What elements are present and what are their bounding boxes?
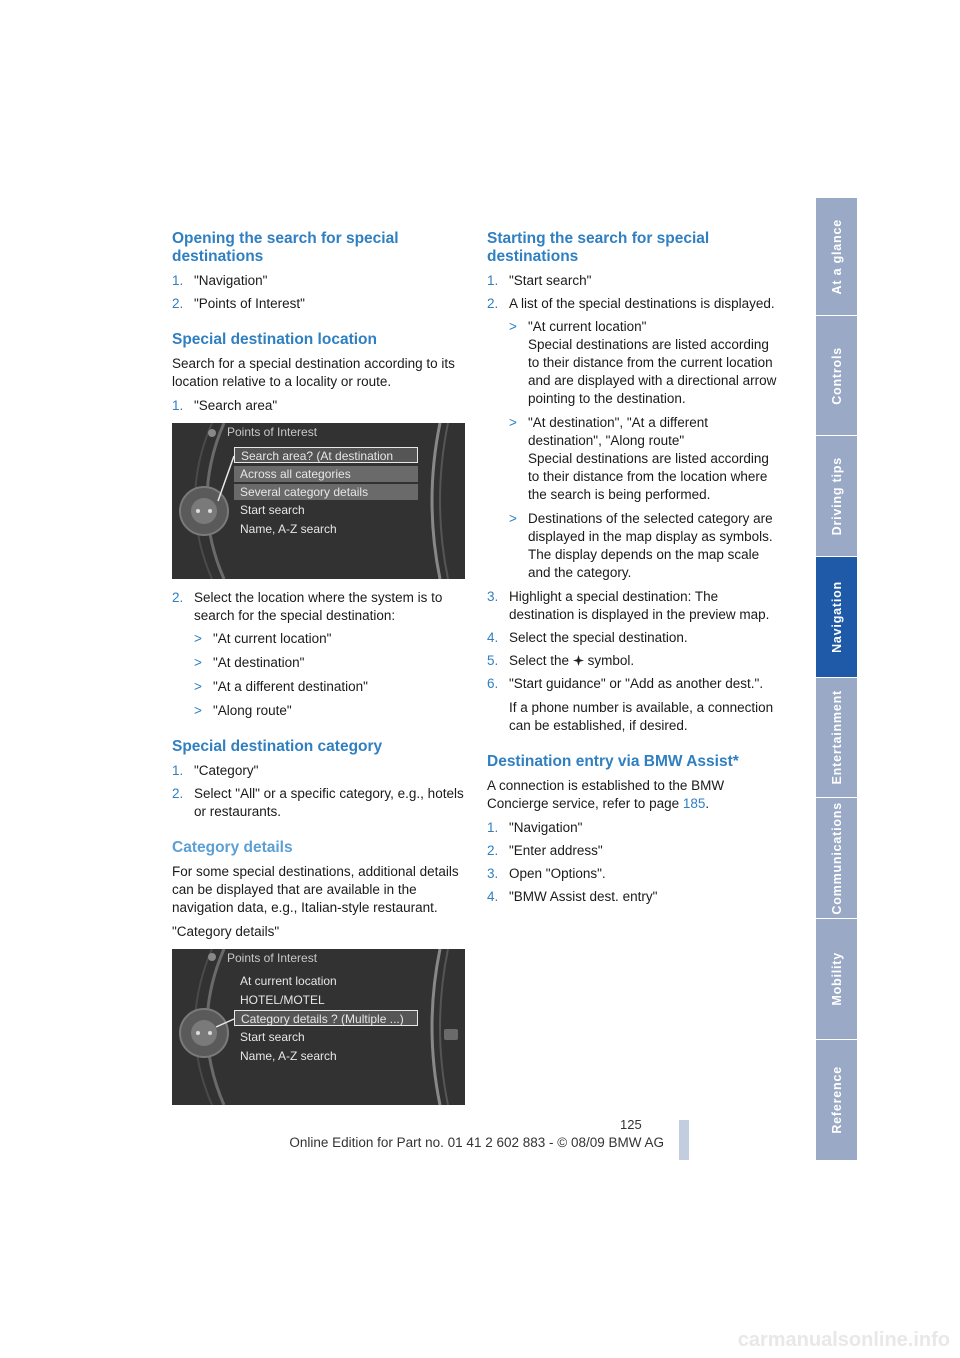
- list-item: 4. "BMW Assist dest. entry": [487, 889, 658, 904]
- right-column: [487, 230, 782, 911]
- paragraph: A connection is established to the BMW Concierge service, refer to page 185.: [487, 778, 725, 811]
- chapter-tabs: [816, 198, 857, 1160]
- note: If a phone number is available, a connection can be established, if desired.: [509, 700, 774, 733]
- tab-entertainment[interactable]: Entertainment: [816, 678, 857, 798]
- idrive-screenshot-search-area: [172, 423, 465, 579]
- screen-menu-item: Name, A-Z search: [240, 522, 337, 536]
- page-marker: [679, 1120, 689, 1160]
- screen-menu-item: Category details ? (Multiple ...): [234, 1010, 418, 1026]
- sub-item: > "Along route": [194, 703, 292, 718]
- tab-navigation[interactable]: Navigation: [816, 557, 857, 678]
- heading-destination-category: Special destination category: [172, 738, 383, 755]
- list-item: 1. "Category": [172, 763, 259, 778]
- section-destination-category: [172, 738, 467, 821]
- screen-menu-item: Start search: [240, 503, 305, 517]
- screen-menu-item: Search area? (At destination: [234, 447, 418, 463]
- heading-starting-search: Starting the search for special destinations: [487, 230, 710, 265]
- list-item: 2. "Points of Interest": [172, 296, 305, 311]
- left-column: [172, 230, 467, 1115]
- footer-edition: Online Edition for Part no. 01 41 2 602 883 - © 08/09 BMW AG: [289, 1135, 664, 1150]
- list-item: 3. Open "Options".: [487, 866, 606, 881]
- list-item: 3. Highlight a special destination: The destination is displayed in the preview map.: [487, 589, 770, 622]
- list-item: 4. Select the special destination.: [487, 630, 688, 645]
- heading-category-details: Category details: [172, 839, 293, 856]
- heading-destination-location: Special destination location: [172, 331, 377, 348]
- screen-menu-item: HOTEL/MOTEL: [240, 993, 325, 1007]
- screen-menu-item: Across all categories: [234, 466, 418, 482]
- list-item: 2. Select the location where the system is to search for the special destination: > "At current location" > "At destination" > "At a different destination" > "Along route": [172, 589, 467, 720]
- tab-communications[interactable]: Communications: [816, 798, 857, 919]
- list-item: 5. Select the symbol.: [487, 653, 635, 668]
- tab-controls[interactable]: Controls: [816, 316, 857, 436]
- tab-driving-tips[interactable]: Driving tips: [816, 436, 857, 557]
- tab-at-a-glance[interactable]: At a glance: [816, 198, 857, 316]
- screen-menu-item: Name, A-Z search: [240, 1049, 337, 1063]
- list-item: 2. "Enter address": [487, 843, 603, 858]
- page-number: 125: [620, 1117, 642, 1132]
- tab-reference[interactable]: Reference: [829, 1066, 844, 1134]
- section-bmw-assist: [487, 753, 782, 906]
- watermark: carmanualsonline.info: [737, 1329, 950, 1351]
- list-item: 1. "Navigation": [487, 820, 583, 835]
- screen-menu-item: Start search: [240, 1030, 305, 1044]
- sub-item: > Destinations of the selected category are displayed in the map display as symbols. The display depends on the map scale and the category.: [509, 511, 773, 580]
- destination-flag-icon: [573, 655, 584, 666]
- tab-mobility[interactable]: Mobility: [816, 919, 857, 1040]
- section-category-details: [172, 839, 467, 1105]
- list-item: 2. Select "All" or a specific category, e.g., hotels or restaurants.: [172, 786, 464, 819]
- heading-bmw-assist: Destination entry via BMW Assist*: [487, 753, 739, 770]
- paragraph: Search for a special destination according to its location relative to a locality or route.: [172, 356, 455, 389]
- heading-opening-search: Opening the search for special destinations: [172, 230, 399, 265]
- paragraph: "Category details": [172, 924, 280, 939]
- list-item: 6. "Start guidance" or "Add as another dest.". If a phone number is available, a connection can be established, if desired.: [487, 675, 782, 735]
- screen-title: Points of Interest: [227, 951, 318, 965]
- list-item: 1. "Navigation": [172, 273, 268, 288]
- sub-item: > "At destination", "At a different destination", "Along route" Special destinations are listed according to their distance from the location where the search is being performed.: [509, 415, 769, 502]
- list-item: 2. A list of the special destinations is displayed. > "At current location" Special destinations are listed according to their distance from the current location and are displayed with a directional arrow pointing to the destination. > "At destination", "At a different destination", "Along route" Special destinations are listed according to their distance from the location where the search is being performed. > Destinations of the selected category are displayed in the map display as symbols. The display depends on the map scale and the category.: [487, 295, 782, 582]
- section-destination-location: [172, 331, 467, 720]
- screen-menu-item: Several category details: [234, 484, 418, 500]
- steps-opening-search: [172, 272, 467, 313]
- screen-menu-item: At current location: [240, 974, 337, 988]
- sub-item: > "At current location": [194, 631, 332, 646]
- sub-item: > "At a different destination": [194, 679, 368, 694]
- page-link[interactable]: 185: [682, 796, 706, 811]
- sub-item: > "At current location" Special destinations are listed according to their distance from the current location and are displayed with a directional arrow pointing to the destination.: [509, 319, 777, 406]
- idrive-screenshot-category-details: [172, 949, 465, 1105]
- paragraph: For some special destinations, additional details can be displayed that are available in the navigation data, e.g., Italian-style restaurant.: [172, 864, 459, 915]
- sub-item: > "At destination": [194, 655, 305, 670]
- list-item: 1. "Start search": [487, 273, 592, 288]
- screen-title: Points of Interest: [227, 425, 318, 439]
- list-item: 1. "Search area": [172, 398, 278, 413]
